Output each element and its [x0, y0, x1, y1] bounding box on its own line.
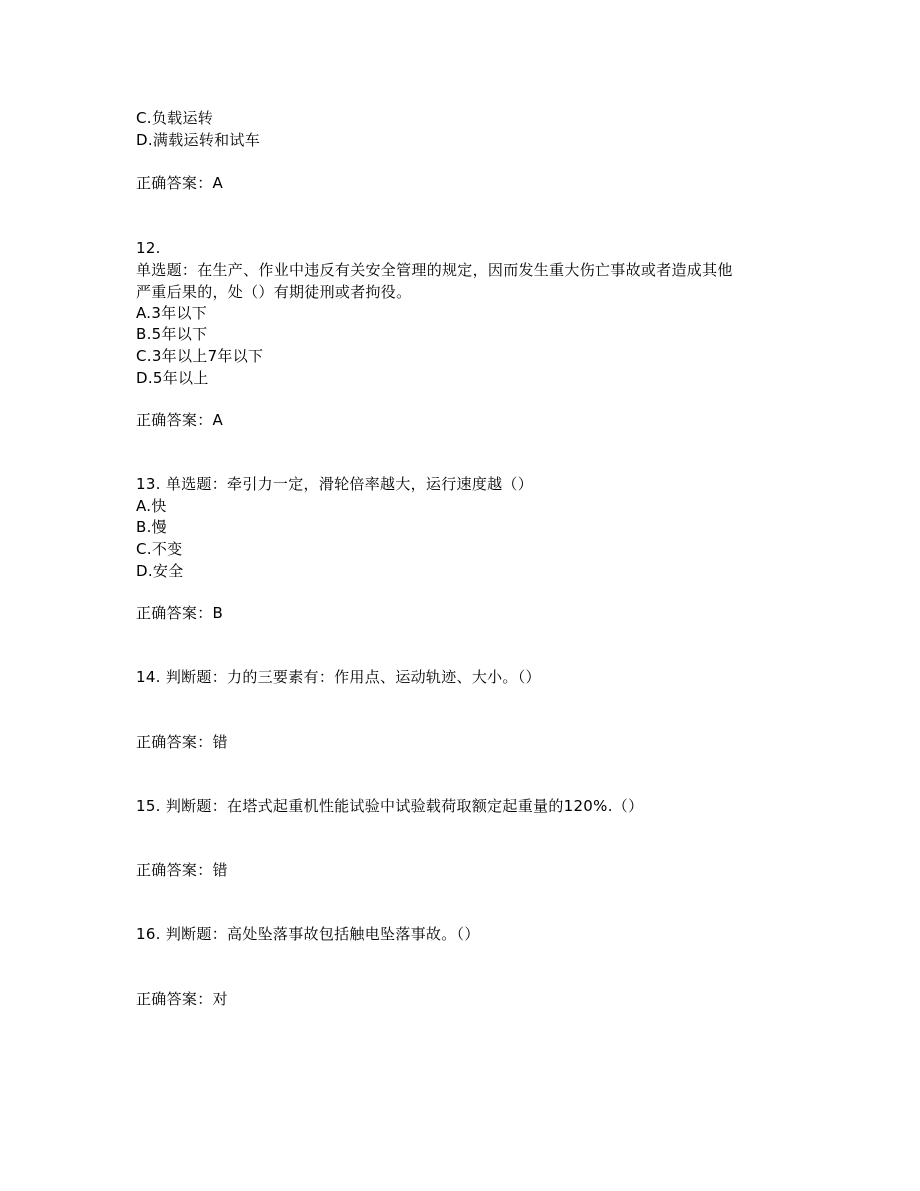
q14-answer: 正确答案：错 — [136, 733, 228, 751]
q13-option-a: A.快 — [136, 497, 167, 515]
q13-option-c: C.不变 — [136, 540, 183, 558]
q12-answer: 正确答案：A — [136, 411, 224, 429]
q12-stem-line2: 严重后果的，处（）有期徒刑或者拘役。 — [136, 283, 412, 301]
q13-option-d: D.安全 — [136, 562, 184, 580]
q12-option-b: B.5年以下 — [136, 325, 208, 343]
q13-option-b: B.慢 — [136, 518, 167, 536]
q14-stem: 14. 判断题：力的三要素有：作用点、运动轨迹、大小。（） — [136, 668, 541, 686]
q15-stem: 15. 判断题：在塔式起重机性能试验中试验载荷取额定起重量的120%.（） — [136, 797, 644, 815]
q16-stem: 16. 判断题：高处坠落事故包括触电坠落事故。（） — [136, 925, 480, 943]
q11-answer: 正确答案：A — [136, 174, 224, 192]
q16-answer: 正确答案：对 — [136, 990, 228, 1008]
q12-stem-line1: 单选题：在生产、作业中违反有关安全管理的规定，因而发生重大伤亡事故或者造成其他 — [136, 261, 733, 279]
q13-stem: 13. 单选题：牵引力一定，滑轮倍率越大，运行速度越（） — [136, 475, 534, 493]
q12-number: 12. — [136, 239, 161, 257]
q15-answer: 正确答案：错 — [136, 861, 228, 879]
q12-option-c: C.3年以上7年以下 — [136, 347, 264, 365]
q11-option-c: C.负载运转 — [136, 109, 214, 127]
q12-option-d: D.5年以上 — [136, 369, 209, 387]
q11-option-d: D.满载运转和试车 — [136, 131, 261, 149]
q13-answer: 正确答案：B — [136, 604, 224, 622]
q12-option-a: A.3年以下 — [136, 304, 208, 322]
